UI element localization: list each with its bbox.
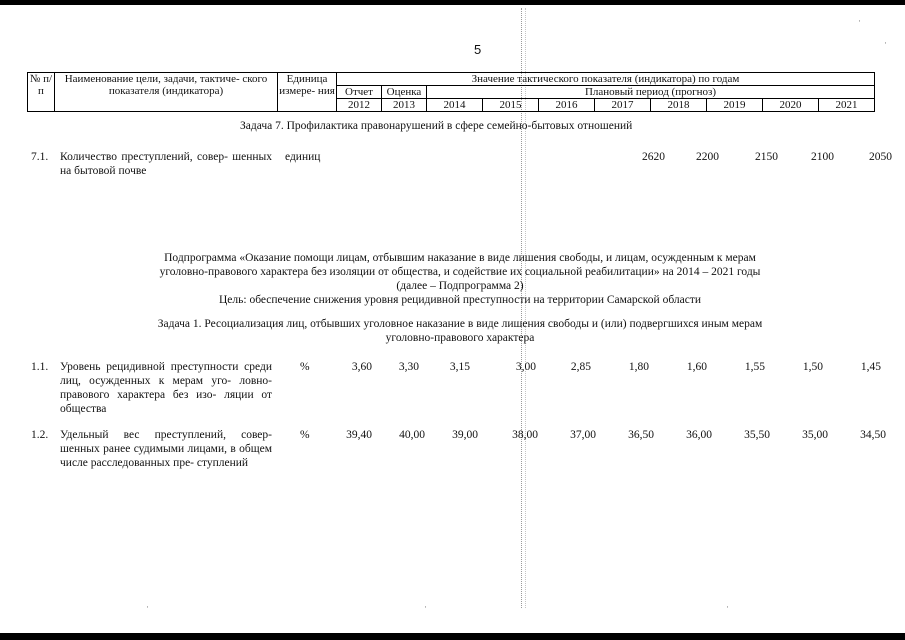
row-num: 1.2. [31,429,49,441]
subprogram-title [100,251,820,307]
row-unit: % [300,361,310,373]
row-value: 39,40 [346,429,372,441]
row-unit: единиц [285,151,321,163]
row-value: 2620 [642,151,665,163]
row-value: 35,50 [744,429,770,441]
scan-bottom-border [0,633,905,640]
subprogram-line: уголовно-правового характера без изоляции от общества, и содействие их социальной реабилитации» на 2014 – 2021 годы [159,266,761,278]
row-value: 35,00 [802,429,828,441]
row-value: 2100 [811,151,834,163]
row-value: 3,00 [515,361,536,373]
row-value: 3,30 [398,361,419,373]
indicator-table-header [27,72,875,112]
header-year: 2018 [651,99,707,112]
header-year: 2017 [595,99,651,112]
header-year: 2015 [483,99,539,112]
row-name: Количество преступлений, совер- шенных на бытовой почве [60,151,272,177]
header-name: Наименование цели, задачи, тактиче- ского показателя (индикатора) [55,73,278,112]
header-year: 2012 [337,99,382,112]
row-value: 36,00 [686,429,712,441]
row-value: 1,45 [860,361,881,373]
row-name: Удельный вес преступлений, совер- шенных ранее судимыми лицами, в общем числе расследованных пре- ступлений [60,429,272,469]
header-year: 2013 [382,99,427,112]
row-value: 2,85 [570,361,591,373]
row-value: 1,60 [686,361,707,373]
header-values-by-year: Значение тактического показателя (индикатора) по годам [337,73,875,86]
header-year: 2020 [763,99,819,112]
scan-speck: · [884,38,887,48]
row-value: 3,60 [351,361,372,373]
row-value: 2200 [696,151,719,163]
scan-speck: · [424,602,427,612]
task1-title [100,317,820,345]
header-year: 2014 [427,99,483,112]
row-value: 40,00 [399,429,425,441]
header-estimate: Оценка [382,86,427,99]
header-year: 2019 [707,99,763,112]
row-num: 1.1. [31,361,49,373]
header-unit: Единица измере- ния [278,73,337,112]
task1-line: уголовно-правового характера [385,332,535,344]
row-value: 1,55 [744,361,765,373]
row-value: 37,00 [570,429,596,441]
row-value: 1,50 [802,361,823,373]
row-value: 2150 [755,151,778,163]
scan-top-border [0,0,905,5]
row-value: 3,15 [449,361,470,373]
header-year: 2021 [819,99,875,112]
row-unit: % [300,429,310,441]
scan-speck: · [858,16,861,26]
row-num: 7.1. [31,151,49,163]
row-value: 39,00 [452,429,478,441]
scan-speck: · [146,602,149,612]
header-report: Отчет [337,86,382,99]
header-num: № п/п [28,73,55,112]
subprogram-line: Подпрограмма «Оказание помощи лицам, отбывшим наказание в виде лишения свободы, и лицам, осужденным к мерам [164,252,756,264]
header-year: 2016 [539,99,595,112]
row-value: 34,50 [860,429,886,441]
row-value: 36,50 [628,429,654,441]
task7-title: Задача 7. Профилактика правонарушений в сфере семейно-бытовых отношений [240,120,633,132]
task1-line: Задача 1. Ресоциализация лиц, отбывших уголовное наказание в виде лишения свободы и (или) подвергшихся иным мерам [157,318,763,330]
header-plan-period: Плановый период (прогноз) [427,86,875,99]
subprogram-line: (далее – Подпрограмма 2) [396,280,524,292]
subprogram-goal: Цель: обеспечение снижения уровня рецидивной преступности на территории Самарской области [218,294,702,306]
row-name: Уровень рецидивной преступности среди лиц, осужденных к мерам уго- ловно-правового характера без изо- ляции от общества [60,361,272,415]
scan-speck: · [726,602,729,612]
row-value: 38,00 [512,429,538,441]
page-number: 5 [474,42,482,57]
row-value: 2050 [869,151,892,163]
row-value: 1,80 [628,361,649,373]
